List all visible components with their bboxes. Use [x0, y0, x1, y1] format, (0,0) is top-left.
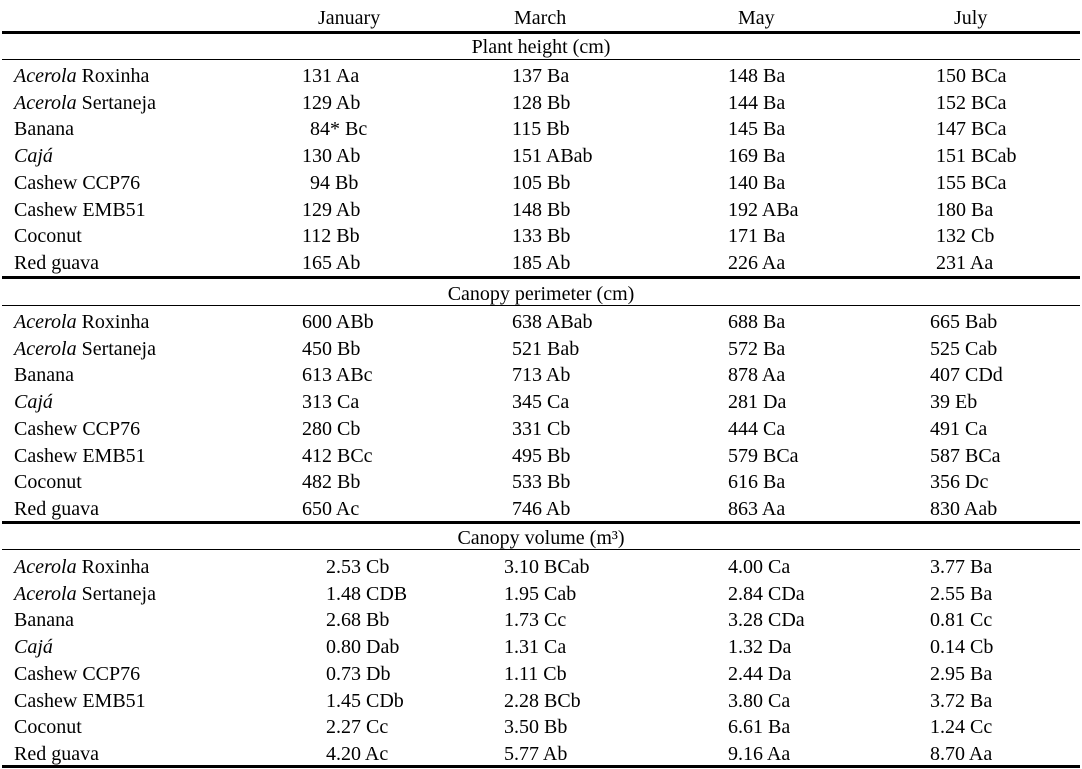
row-label-text: Roxinha	[76, 311, 150, 333]
table-row	[0, 661, 1082, 687]
table-cell: 616 Ba	[728, 471, 786, 494]
row-label	[14, 362, 74, 388]
table-cell: 878 Aa	[728, 364, 786, 387]
table-cell: 533 Bb	[512, 471, 571, 494]
table-cell: 600 ABb	[302, 311, 374, 333]
table-row	[0, 416, 1082, 442]
row-label	[14, 389, 53, 415]
section-title: Canopy perimeter (cm)	[447, 283, 635, 305]
row-label-text: Red guava	[14, 497, 99, 520]
table-cell: 613 ABc	[302, 364, 373, 387]
row-label	[14, 63, 149, 89]
table-cell: 1.73 Cc	[504, 609, 567, 632]
table-row	[0, 197, 1082, 223]
table-cell: 147 BCa	[936, 118, 1007, 141]
row-label-text: Coconut	[14, 471, 82, 494]
table-cell: 129 Ab	[302, 91, 361, 114]
table-cell: 3.10 BCab	[504, 556, 590, 578]
rule-section-1	[2, 276, 1080, 279]
row-label-text: Red guava	[14, 251, 99, 274]
table-cell: 356 Dc	[930, 471, 989, 494]
table-cell: 1.31 Ca	[504, 636, 567, 659]
table-cell: 84* Bc	[310, 118, 368, 141]
row-label-text: Banana	[14, 364, 74, 387]
table-cell: 185 Ab	[512, 251, 571, 274]
table-cell: 2.95 Ba	[930, 662, 993, 685]
table-row	[0, 143, 1082, 169]
table-cell: 148 Bb	[512, 198, 571, 221]
table-cell: 0.80 Dab	[326, 636, 400, 659]
table-row	[0, 250, 1082, 276]
section-title: Plant height (cm)	[471, 36, 611, 58]
row-label-text: Banana	[14, 609, 74, 632]
row-label	[14, 714, 82, 740]
table-cell: 579 BCa	[728, 444, 799, 467]
table-cell: 148 Ba	[728, 65, 786, 87]
table-cell: 150 BCa	[936, 65, 1007, 87]
row-label	[14, 688, 146, 714]
table-cell: 2.28 BCb	[504, 689, 581, 712]
table-cell: 128 Bb	[512, 91, 571, 114]
row-label-italic: Acerola	[14, 337, 77, 360]
row-label	[14, 116, 74, 142]
table-row	[0, 389, 1082, 415]
header-march: March	[514, 7, 567, 29]
table-cell: 3.77 Ba	[930, 556, 993, 578]
table-row	[0, 714, 1082, 740]
table-cell: 39 Eb	[930, 391, 978, 414]
table-cell: 3.28 CDa	[728, 609, 805, 632]
row-label	[14, 469, 82, 495]
table-cell: 231 Aa	[936, 251, 994, 274]
row-label	[14, 143, 53, 169]
table-cell: 1.32 Da	[728, 636, 792, 659]
table-cell: 1.11 Cb	[504, 662, 567, 685]
row-label	[14, 250, 99, 276]
table-cell: 572 Ba	[728, 337, 786, 360]
table-cell: 115 Bb	[512, 118, 570, 141]
table-cell: 345 Ca	[512, 391, 570, 414]
table-cell: 5.77 Ab	[504, 742, 568, 765]
table-row	[0, 554, 1082, 580]
row-label-italic: Acerola	[14, 582, 77, 605]
row-label-italic: Cajá	[14, 391, 53, 414]
row-label	[14, 496, 99, 522]
table-cell: 131 Aa	[302, 65, 360, 87]
table-cell: 2.27 Cc	[326, 716, 389, 739]
row-label	[14, 661, 140, 687]
table-row	[0, 309, 1082, 335]
row-label-text: Coconut	[14, 225, 82, 248]
row-label-italic: Acerola	[14, 556, 77, 578]
table-cell: 155 BCa	[936, 171, 1007, 194]
table-cell: 105 Bb	[512, 171, 571, 194]
table-cell: 521 Bab	[512, 337, 580, 360]
table-cell: 407 CDd	[930, 364, 1003, 387]
table-cell: 137 Ba	[512, 65, 570, 87]
table-cell: 3.72 Ba	[930, 689, 993, 712]
table-cell: 665 Bab	[930, 311, 998, 333]
row-label-text: Red guava	[14, 742, 99, 765]
table-row	[0, 496, 1082, 522]
table-row	[0, 688, 1082, 714]
table-cell: 331 Cb	[512, 417, 571, 440]
table-cell: 587 BCa	[930, 444, 1001, 467]
table-cell: 140 Ba	[728, 171, 786, 194]
row-label	[14, 634, 53, 660]
table-cell: 688 Ba	[728, 311, 786, 333]
table-cell: 145 Ba	[728, 118, 786, 141]
table-cell: 3.50 Bb	[504, 716, 568, 739]
row-label-text: Cashew EMB51	[14, 198, 146, 221]
table-cell: 746 Ab	[512, 497, 571, 520]
table-cell: 444 Ca	[728, 417, 786, 440]
table-cell: 2.44 Da	[728, 662, 792, 685]
row-label-text: Banana	[14, 118, 74, 141]
table-cell: 226 Aa	[728, 251, 786, 274]
row-label	[14, 170, 140, 196]
table-row	[0, 634, 1082, 660]
table-cell: 3.80 Ca	[728, 689, 791, 712]
table-cell: 450 Bb	[302, 337, 361, 360]
table-cell: 0.73 Db	[326, 662, 391, 685]
row-label-text: Sertaneja	[76, 582, 156, 605]
row-label-text: Coconut	[14, 716, 82, 739]
table-row	[0, 741, 1082, 767]
row-label-text: Roxinha	[76, 65, 150, 87]
header-july: July	[954, 7, 988, 29]
table-cell: 165 Ab	[302, 251, 361, 274]
table-cell: 4.20 Ac	[326, 742, 389, 765]
table-cell: 313 Ca	[302, 391, 360, 414]
table-cell: 144 Ba	[728, 91, 786, 114]
row-label-text: Roxinha	[76, 556, 150, 578]
row-label-italic: Cajá	[14, 145, 53, 168]
row-label	[14, 309, 149, 335]
table-cell: 2.55 Ba	[930, 582, 993, 605]
row-label	[14, 581, 156, 607]
table-cell: 151 ABab	[512, 145, 593, 168]
table-row	[0, 469, 1082, 495]
row-label-text: Cashew CCP76	[14, 662, 141, 685]
row-label-text: Sertaneja	[76, 91, 156, 114]
row-label-italic: Acerola	[14, 311, 77, 333]
table-cell: 151 BCab	[936, 145, 1017, 168]
table-row	[0, 336, 1082, 362]
table-row	[0, 223, 1082, 249]
row-label-text: Cashew CCP76	[14, 417, 141, 440]
table-cell: 6.61 Ba	[728, 716, 791, 739]
table-cell: 1.24 Cc	[930, 716, 993, 739]
table-cell: 412 BCc	[302, 444, 373, 467]
row-label-text: Sertaneja	[76, 337, 156, 360]
table-row	[0, 607, 1082, 633]
table-cell: 638 ABab	[512, 311, 593, 333]
table-cell: 171 Ba	[728, 225, 786, 248]
table-row	[0, 90, 1082, 116]
table-cell: 0.14 Cb	[930, 636, 994, 659]
table-cell: 495 Bb	[512, 444, 571, 467]
table-cell: 281 Da	[728, 391, 787, 414]
table-cell: 713 Ab	[512, 364, 571, 387]
section-title: Canopy volume (m³)	[457, 527, 625, 549]
table-cell: 1.48 CDB	[326, 582, 408, 605]
table-cell: 863 Aa	[728, 497, 786, 520]
table-cell: 133 Bb	[512, 225, 571, 248]
table-row	[0, 63, 1082, 89]
table-cell: 132 Cb	[936, 225, 995, 248]
row-label-italic: Cajá	[14, 636, 53, 659]
row-label	[14, 443, 146, 469]
table-cell: 4.00 Ca	[728, 556, 791, 578]
table-cell: 129 Ab	[302, 198, 361, 221]
row-label	[14, 741, 99, 767]
table-cell: 2.84 CDa	[728, 582, 805, 605]
table-cell: 650 Ac	[302, 497, 360, 520]
header-may: May	[738, 7, 775, 29]
table-cell: 9.16 Aa	[728, 742, 791, 765]
table-cell: 830 Aab	[930, 497, 998, 520]
table-cell: 2.68 Bb	[326, 609, 390, 632]
table-row	[0, 170, 1082, 196]
row-label-italic: Acerola	[14, 91, 77, 114]
table-cell: 180 Ba	[936, 198, 994, 221]
table-cell: 491 Ca	[930, 417, 988, 440]
table-cell: 94 Bb	[310, 171, 359, 194]
row-label-text: Cashew CCP76	[14, 171, 141, 194]
table-row	[0, 443, 1082, 469]
row-label	[14, 90, 156, 116]
row-label	[14, 607, 74, 633]
table-cell: 152 BCa	[936, 91, 1007, 114]
table-cell: 0.81 Cc	[930, 609, 993, 632]
table-cell: 1.95 Cab	[504, 582, 577, 605]
table-row	[0, 581, 1082, 607]
row-label	[14, 554, 149, 580]
table-cell: 8.70 Aa	[930, 742, 993, 765]
row-label	[14, 416, 140, 442]
table-cell: 192 ABa	[728, 198, 799, 221]
table-cell: 280 Cb	[302, 417, 361, 440]
table-cell: 169 Ba	[728, 145, 786, 168]
row-label	[14, 336, 156, 362]
row-label	[14, 197, 146, 223]
table-cell: 130 Ab	[302, 145, 361, 168]
row-label	[14, 223, 82, 249]
table-cell: 1.45 CDb	[326, 689, 404, 712]
table-cell: 112 Bb	[302, 225, 360, 248]
table-row	[0, 116, 1082, 142]
table-cell: 2.53 Cb	[326, 556, 390, 578]
header-january: January	[318, 7, 381, 29]
table-cell: 482 Bb	[302, 471, 361, 494]
table-row	[0, 362, 1082, 388]
row-label-text: Cashew EMB51	[14, 444, 146, 467]
table-cell: 525 Cab	[930, 337, 998, 360]
row-label-italic: Acerola	[14, 65, 77, 87]
row-label-text: Cashew EMB51	[14, 689, 146, 712]
